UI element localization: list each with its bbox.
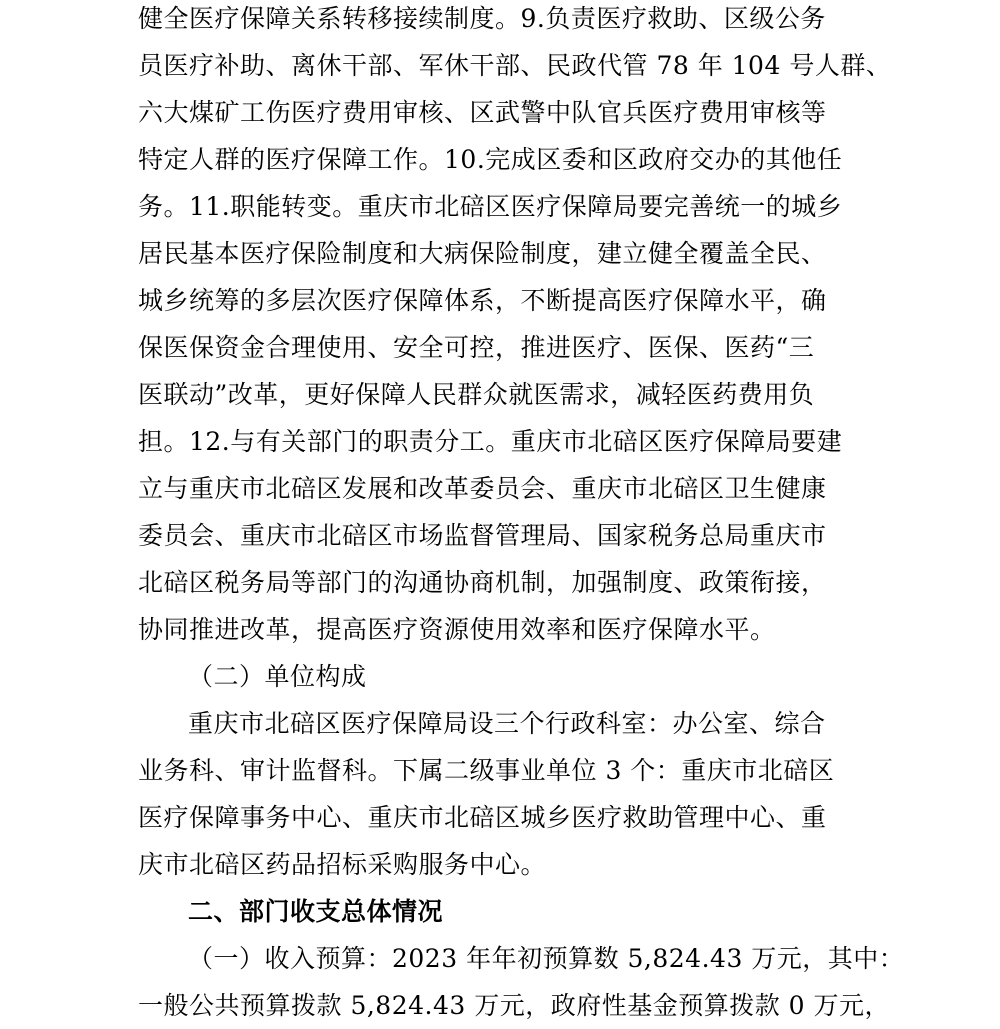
body-text-line: 六大煤矿工伤医疗费用审核、区武警中队官兵医疗费用审核等 (138, 98, 827, 127)
income-text-line: （一）收入预算：2023 年年初预算数 5,824.43 万元，其中： (188, 944, 905, 973)
section-heading-finance: 二、部门收支总体情况 (188, 897, 444, 926)
body-text-line: 北碚区税务局等部门的沟通协商机制，加强制度、政策衔接， (138, 568, 827, 597)
body-text-line: 保医保资金合理使用、安全可控，推进医疗、医保、医药“三 (138, 333, 815, 362)
body-text-line: 特定人群的医疗保障工作。10.完成区委和区政府交办的其他任 (138, 145, 843, 174)
section-heading-unit: （二）单位构成 (188, 662, 367, 691)
body-text-line: 协同推进改革，提高医疗资源使用效率和医疗保障水平。 (138, 615, 776, 644)
body-text-line: 员医疗补助、离休干部、军休干部、民政代管 78 年 104 号人群、 (138, 51, 892, 80)
body-text-line: 居民基本医疗保险制度和大病保险制度，建立健全覆盖全民、 (138, 239, 827, 268)
body-text-line: 医联动”改革，更好保障人民群众就医需求，减轻医药费用负 (138, 380, 815, 409)
body-text-line: 委员会、重庆市北碚区市场监督管理局、国家税务总局重庆市 (138, 521, 827, 550)
unit-text-line: 业务科、审计监督科。下属二级事业单位 3 个：重庆市北碚区 (138, 756, 835, 785)
body-text-line: 立与重庆市北碚区发展和改革委员会、重庆市北碚区卫生健康 (138, 474, 827, 503)
body-text-line: 健全医疗保障关系转移接续制度。9.负责医疗救助、区级公务 (138, 4, 826, 33)
body-text-line: 务。11.职能转变。重庆市北碚区医疗保障局要完善统一的城乡 (138, 192, 843, 221)
unit-text-line: 重庆市北碚区医疗保障局设三个行政科室：办公室、综合 (188, 709, 826, 738)
unit-text-line: 医疗保障事务中心、重庆市北碚区城乡医疗救助管理中心、重 (138, 803, 827, 832)
unit-text-line: 庆市北碚区药品招标采购服务中心。 (138, 850, 547, 879)
income-text-line: 一般公共预算拨款 5,824.43 万元，政府性基金预算拨款 0 万元， (138, 991, 891, 1020)
body-text-line: 城乡统筹的多层次医疗保障体系，不断提高医疗保障水平，确 (138, 286, 827, 315)
body-text-line: 担。12.与有关部门的职责分工。重庆市北碚区医疗保障局要建 (138, 427, 843, 456)
